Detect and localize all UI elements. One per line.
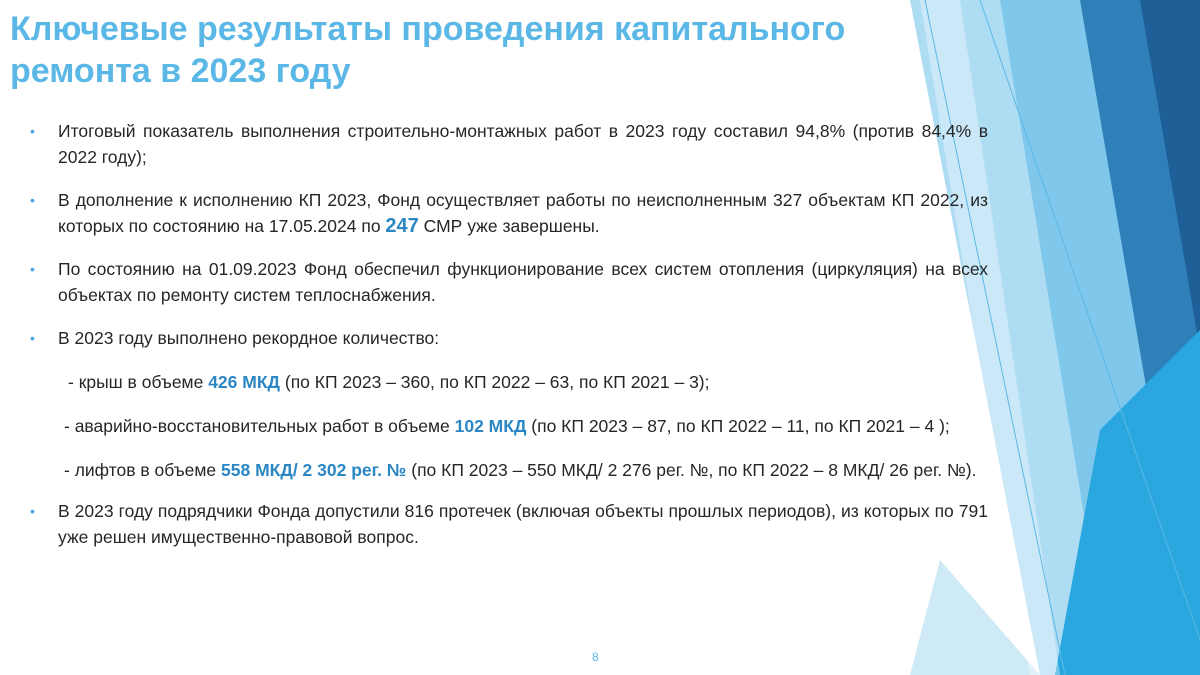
bullet-2-highlight: 247 <box>385 215 419 237</box>
sub-3-post: (по КП 2023 – 550 МКД/ 2 276 рег. №, по КП 2022 – 8 МКД/ 26 рег. №). <box>406 460 977 480</box>
sub-1-highlight: 426 МКД <box>208 372 280 392</box>
bullet-item-1 <box>30 118 988 170</box>
bullet-icon: • <box>30 330 35 346</box>
sub-1-pre: - крыш в объеме <box>68 372 209 392</box>
sub-item-text-2 <box>30 413 988 439</box>
sub-3-highlight: 558 МКД/ 2 302 рег. № <box>221 460 407 480</box>
bullet-text-2 <box>30 187 988 239</box>
sub-2-pre: - аварийно-восстановительных работ в объеме <box>64 416 455 436</box>
slide-title <box>10 8 930 92</box>
bullet-text-1: Итоговый показатель выполнения строительно-монтажных работ в 2023 году составил 94,8% (против 84,4% в 2022 году); <box>58 121 988 167</box>
sub-2-post: (по КП 2023 – 87, по КП 2022 – 11, по КП 2021 – 4 ); <box>526 416 950 436</box>
bullet-icon: • <box>30 261 35 277</box>
bullet-item-2 <box>30 187 988 239</box>
bullet-text-5: В 2023 году подрядчики Фонда допустили 816 протечек (включая объекты прошлых периодов), из которых по 791 уже решен имущественно-правовой вопрос. <box>58 501 988 547</box>
slide-content <box>30 118 988 550</box>
bullet-text-4: В 2023 году выполнено рекордное количество: <box>58 328 440 348</box>
bullet-icon: • <box>30 192 35 208</box>
page-number: 8 <box>592 650 599 664</box>
bullet-item-3 <box>30 256 988 308</box>
sub-item-text-3 <box>30 457 988 483</box>
sub-2-highlight: 102 МКД <box>454 416 527 436</box>
sub-item-elevators <box>30 457 988 483</box>
bullet-2-pre: В дополнение к исполнению КП 2023, Фонд осуществляет работы по неисполненным 327 объектам КП 2022, из которых по состоянию на 17.05.2024 по <box>58 190 988 236</box>
bullet-icon: • <box>30 123 35 139</box>
title-line-2: ремонта в 2023 году <box>10 52 351 90</box>
bullet-item-5 <box>30 498 988 550</box>
sub-item-text-1 <box>30 369 988 395</box>
sub-item-roofs <box>30 369 988 395</box>
sub-item-emergency <box>30 413 988 439</box>
title-line-1: Ключевые результаты проведения капитального <box>10 10 846 48</box>
bullet-icon: • <box>30 503 35 519</box>
sub-1-post: (по КП 2023 – 360, по КП 2022 – 63, по КП 2021 – 3); <box>280 372 710 392</box>
bullet-text-3: По состоянию на 01.09.2023 Фонд обеспечил функционирование всех систем отопления (циркуляция) на всех объектах по ремонту систем теплоснабжения. <box>58 259 988 305</box>
sub-3-pre: - лифтов в объеме <box>64 460 222 480</box>
bullet-2-post: СМР уже завершены. <box>418 216 600 236</box>
bullet-item-4 <box>30 325 988 351</box>
